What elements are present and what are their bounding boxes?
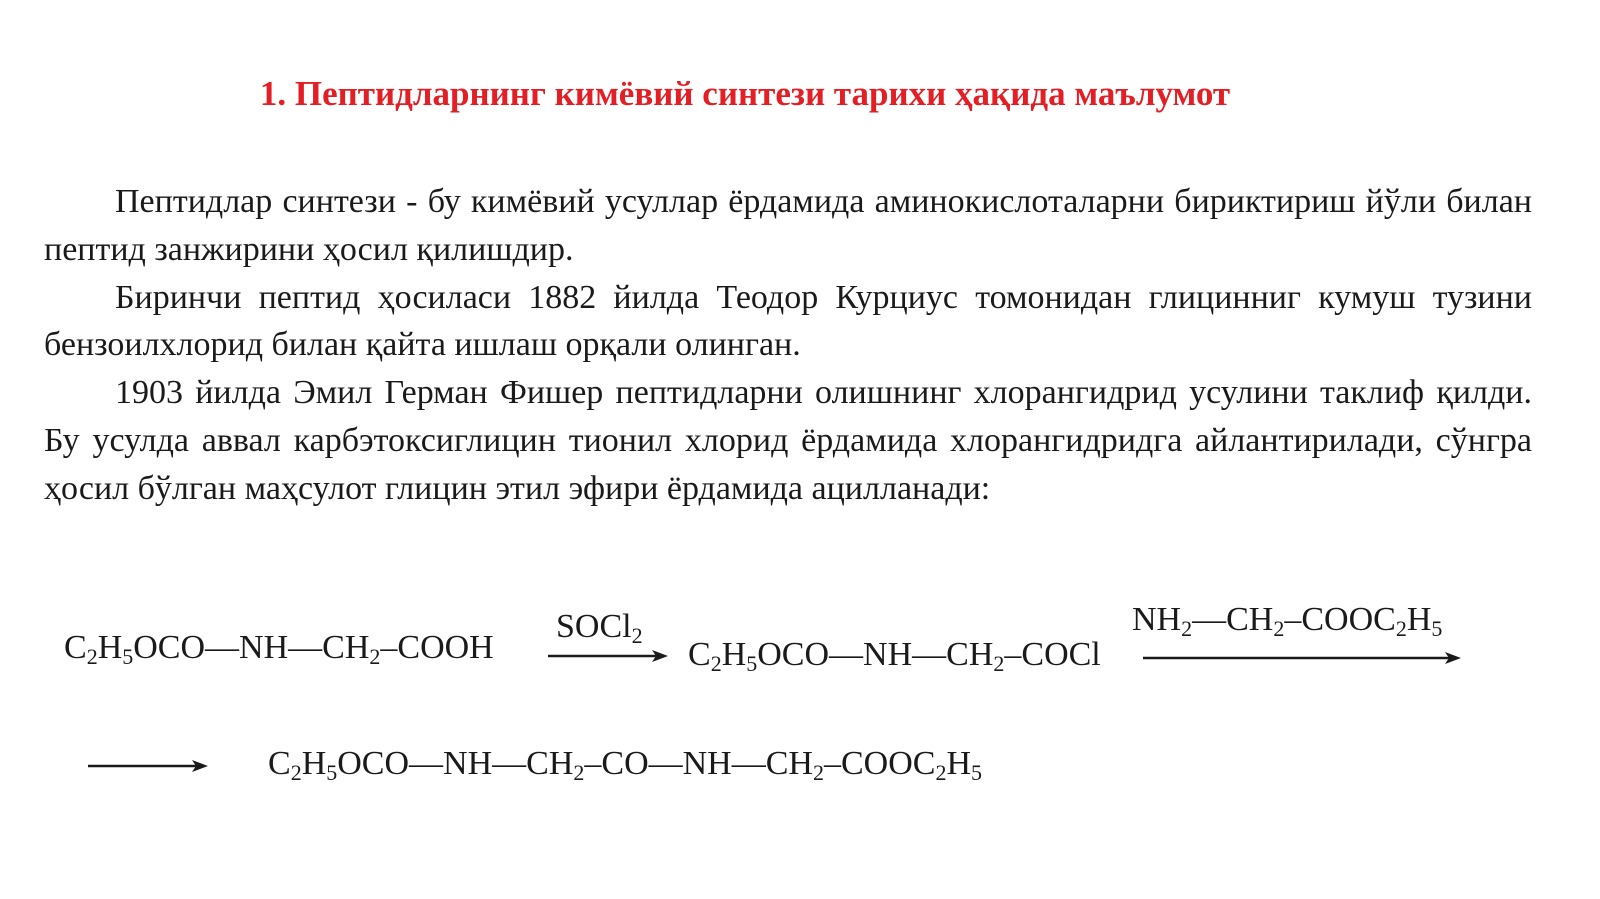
- intermediate-formula: $C_2H_5OCO—NH—CH_2$–COCl: [688, 636, 1101, 676]
- body-text: [44, 178, 1532, 513]
- reaction-arrow-3: [88, 759, 208, 773]
- paragraph-definition: Пептидлар синтези - бу кимёвий усуллар ёрдамида аминокислоталарни бириктириш йўли билан пептид занжирини ҳосил қилишдир.: [44, 183, 1532, 268]
- page-title: 1. Пептидларнинг кимёвий синтези тарихи ҳақида маълумот: [259, 74, 1231, 113]
- reagent-socl2: SOCl$_2$: [556, 608, 643, 648]
- product-formula: $C_2H_5OCO—NH—CH_2-CO—NH—CH_2-COOC_2H_5$: [268, 745, 982, 785]
- paragraph-curtius: Биринчи пептид ҳосиласи 1882 йилда Теодор Курциус томонидан глицинниг кумуш тузини бензоилхлорид билан қайта ишлаш орқали олинган.: [44, 278, 1532, 364]
- reagent-glycine-ester: $NH_2—CH_2-COOC_2H_5$: [1132, 601, 1443, 641]
- reaction-arrow-1: [548, 649, 668, 663]
- reaction-arrow-2: [1143, 651, 1461, 665]
- paragraph-fischer: 1903 йилда Эмил Герман Фишер пептидларни олишнинг хлорангидрид усулини таклиф қилди. Бу усулда аввал карбэтоксиглицин тионил хлорид ёрдамида хлорангидридга айлантирилади, сўнгра ҳосил бўлган маҳсулот глицин этил эфири ёрдамида ацилланади:: [44, 374, 1532, 507]
- reactant-formula: $C_2H_5OCO—NH—CH_2$–COOH: [64, 629, 494, 669]
